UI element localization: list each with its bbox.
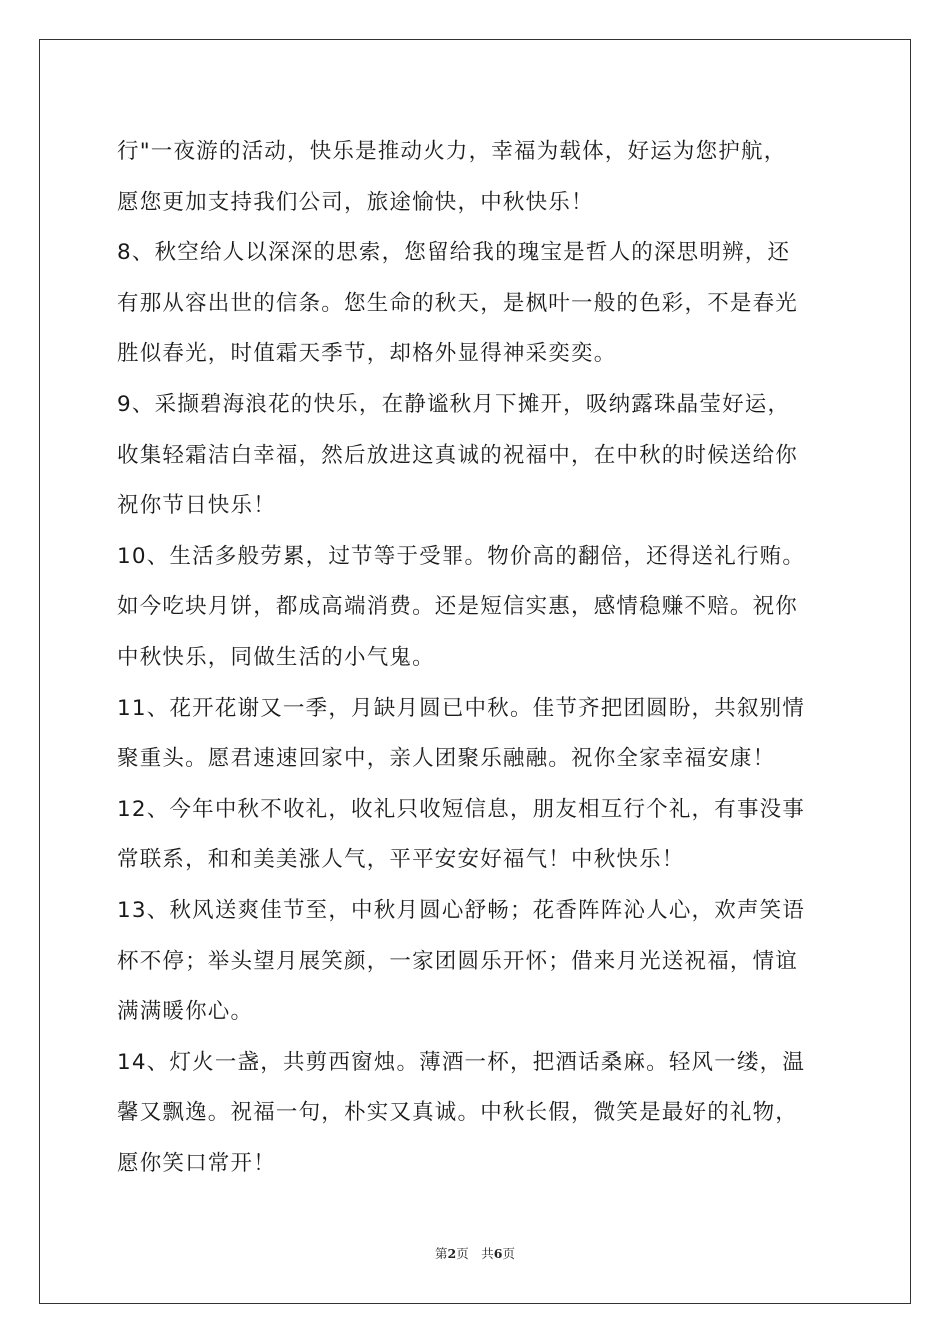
text-line: 12、今年中秋不收礼，收礼只收短信息，朋友相互行个礼，有事没事 <box>117 796 806 822</box>
text-line: 愿你笑口常开！ <box>117 1150 276 1176</box>
footer-mid: 页 共 <box>456 1246 494 1261</box>
text-line: 8、秋空给人以深深的思索，您留给我的瑰宝是哲人的深思明辨，还 <box>117 240 791 266</box>
text-line: 有那从容出世的信条。您生命的秋天，是枫叶一般的色彩，不是春光 <box>117 290 799 316</box>
text-line: 胜似春光，时值霜天季节，却格外显得神采奕奕。 <box>117 341 617 367</box>
text-line: 满满暖你心。 <box>117 999 254 1025</box>
text-line: 11、花开花谢又一季，月缺月圆已中秋。佳节齐把团圆盼，共叙别情 <box>117 695 806 721</box>
text-line: 祝你节日快乐！ <box>117 493 276 519</box>
page-footer <box>0 1244 950 1262</box>
current-page-number: 2 <box>447 1246 457 1261</box>
text-line: 如今吃块月饼，都成高端消费。还是短信实惠，感情稳赚不赔。祝你 <box>117 594 799 620</box>
footer-suffix: 页 <box>502 1246 515 1261</box>
document-body <box>117 127 837 1189</box>
text-line: 中秋快乐，同做生活的小气鬼。 <box>117 644 435 670</box>
text-line: 行"一夜游的活动，快乐是推动火力，幸福为载体，好运为您护航， <box>117 139 787 164</box>
total-pages-number: 6 <box>493 1246 503 1261</box>
text-line: 14、灯火一盏，共剪西窗烛。薄酒一杯，把酒话桑麻。轻风一缕，温 <box>117 1049 806 1075</box>
text-line: 13、秋风送爽佳节至，中秋月圆心舒畅；花香阵阵沁人心，欢声笑语 <box>117 897 806 923</box>
text-line: 杯不停；举头望月展笑颜，一家团圆乐开怀；借来月光送祝福，情谊 <box>117 948 799 974</box>
text-line: 10、生活多般劳累，过节等于受罪。物价高的翻倍，还得送礼行贿。 <box>117 543 806 569</box>
text-line: 聚重头。愿君速速回家中，亲人团聚乐融融。祝你全家幸福安康！ <box>117 746 776 772</box>
text-line: 9、采撷碧海浪花的快乐，在静谧秋月下摊开，吸纳露珠晶莹好运， <box>117 391 791 417</box>
text-line: 收集轻霜洁白幸福，然后放进这真诚的祝福中，在中秋的时候送给你 <box>117 442 799 468</box>
text-line: 馨又飘逸。祝福一句，朴实又真诚。中秋长假，微笑是最好的礼物， <box>117 1100 799 1126</box>
text-line: 愿您更加支持我们公司，旅途愉快，中秋快乐！ <box>117 189 594 215</box>
text-line: 常联系，和和美美涨人气，平平安安好福气！中秋快乐！ <box>117 847 685 873</box>
footer-prefix: 第 <box>435 1246 448 1261</box>
